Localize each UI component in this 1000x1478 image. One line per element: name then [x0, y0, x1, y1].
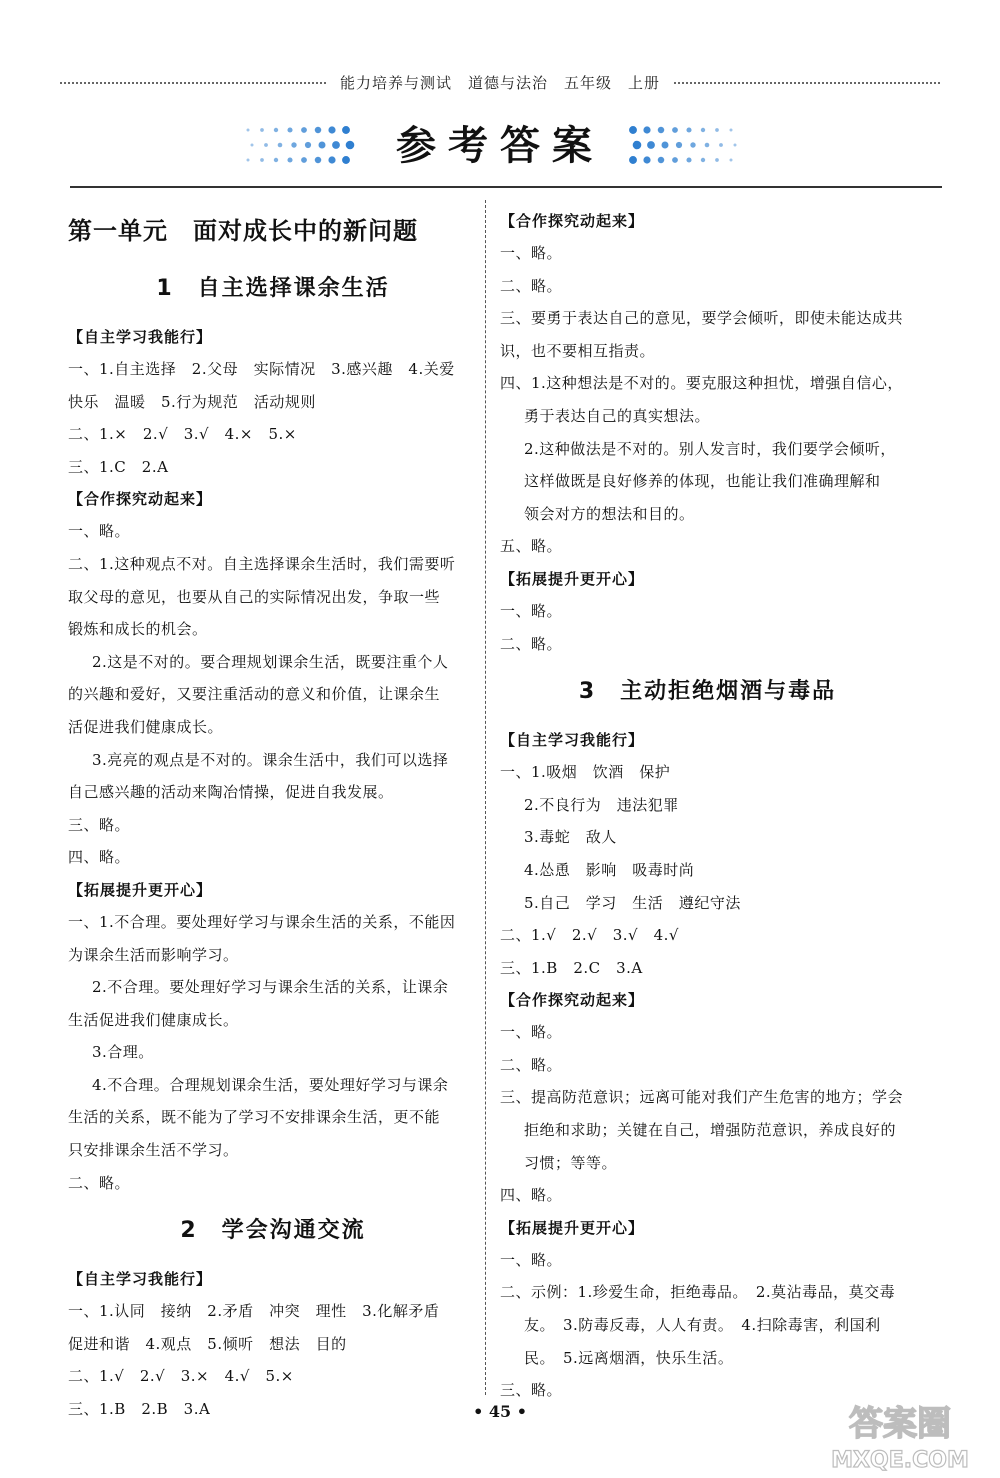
section-heading: 【自主学习我能行】: [68, 328, 213, 346]
header-dotted-rule-left: [60, 82, 326, 84]
answer-line: 友。 3.防毒反毒，人人有责。 4.扫除毒害，利国利: [524, 1316, 881, 1335]
svg-text:MXQE.COM: MXQE.COM: [831, 1448, 969, 1473]
answer-line: 2.不良行为 违法犯罪: [524, 795, 679, 814]
answer-line: 2.这种做法是不对的。别人发言时，我们要学会倾听，: [524, 439, 896, 458]
answer-line: 5.自己 学习 生活 遵纪守法: [524, 893, 741, 912]
answer-line: 一、略。: [500, 244, 563, 262]
answer-line: 四、略。: [68, 848, 131, 867]
answer-line: 二、略。: [500, 1055, 563, 1074]
section-heading: 【合作探究动起来】: [500, 991, 645, 1010]
section-heading: 【拓展提升更开心】: [500, 569, 645, 588]
answer-line: 一、1.不合理。要处理好学习与课余生活的关系，不能因: [68, 912, 456, 931]
title-zone: [240, 118, 760, 174]
watermark-logo-icon: [820, 1395, 980, 1475]
answer-line: 三、略。: [68, 815, 131, 834]
left-column: [68, 205, 478, 1426]
answer-line: 一、略。: [500, 1023, 563, 1042]
answer-line: 领会对方的想法和目的。: [524, 504, 695, 523]
column-divider: [485, 200, 486, 1395]
answer-line: 为课余生活而影响学习。: [68, 945, 239, 964]
page-title: 参考答案: [396, 123, 604, 169]
answer-line: 四、1.这种想法是不对的。要克服这种担忧，增强自信心，: [500, 374, 903, 393]
answer-line: 一、略。: [68, 522, 131, 541]
answer-line: 三、1.B 2.C 3.A: [500, 958, 643, 977]
unit-title: 第一单元 面对成长中的新问题: [68, 217, 418, 245]
right-column: [500, 205, 915, 1407]
svg-text:答案圈: 答案圈: [849, 1404, 951, 1444]
answer-line: 的兴趣和爱好，又要注重活动的意义和价值，让课余生: [68, 685, 441, 704]
page-number: • 45 •: [473, 1402, 527, 1421]
answer-line: 一、1.自主选择 2.父母 实际情况 3.感兴趣 4.关爱: [68, 360, 455, 378]
answer-line: 识，也不要相互指责。: [500, 341, 656, 360]
section-heading: 【拓展提升更开心】: [500, 1218, 645, 1237]
answer-line: 4.不合理。合理规划课余生活，要处理好学习与课余: [92, 1075, 449, 1094]
running-header: [60, 72, 940, 92]
answer-line: 二、略。: [500, 276, 563, 295]
answer-line: 这样做既是良好修养的体现，也能让我们准确理解和: [524, 472, 881, 491]
answer-line: 快乐 温暖 5.行为规范 活动规则: [68, 392, 316, 411]
answer-line: 活促进我们健康成长。: [68, 717, 224, 736]
answer-line: 四、略。: [500, 1186, 563, 1205]
header-dotted-rule-right: [674, 82, 940, 84]
answer-line: 三、1.C 2.A: [68, 457, 169, 476]
title-rule: [70, 186, 942, 188]
section-heading: 【合作探究动起来】: [500, 212, 645, 230]
answer-line: 五、略。: [500, 537, 563, 556]
answer-line: 2.不合理。要处理好学习与课余生活的关系，让课余: [92, 978, 449, 997]
section-heading: 【自主学习我能行】: [500, 731, 645, 750]
answer-line: 二、1.√ 2.√ 3.√ 4.√: [500, 926, 679, 945]
answer-line: 三、略。: [500, 1381, 563, 1400]
answer-line: 拒绝和求助；关键在自己，增强防范意识，养成良好的: [524, 1121, 897, 1140]
answer-line: 民。 5.远离烟酒，快乐生活。: [524, 1348, 734, 1367]
answer-line: 一、1.认同 接纳 2.矛盾 冲突 理性 3.化解矛盾: [68, 1302, 440, 1321]
answer-line: 三、要勇于表达自己的意见，要学会倾听，即使未能达成共: [500, 309, 904, 328]
answer-line: 一、1.吸烟 饮酒 保护: [500, 763, 671, 782]
answer-line: 勇于表达自己的真实想法。: [524, 406, 711, 425]
lesson-title: 3 主动拒绝烟酒与毒品: [578, 679, 837, 705]
answer-line: 3.亮亮的观点是不对的。课余生活中，我们可以选择: [92, 750, 449, 769]
answer-line: 生活促进我们健康成长。: [68, 1010, 239, 1029]
answer-line: 锻炼和成长的机会。: [68, 620, 208, 639]
answer-line: 三、1.B 2.B 3.A: [68, 1400, 211, 1419]
answer-line: 促进和谐 4.观点 5.倾听 想法 目的: [68, 1334, 347, 1353]
running-title: 能力培养与测试 道德与法治 五年级 上册: [340, 73, 661, 92]
answer-line: 习惯；等等。: [524, 1153, 618, 1172]
answer-line: 自己感兴趣的活动来陶冶情操，促进自我发展。: [68, 783, 394, 802]
answer-line: 二、略。: [68, 1173, 131, 1192]
answer-line: 二、1.√ 2.√ 3.× 4.√ 5.×: [68, 1367, 294, 1386]
answer-line: 4.怂恿 影响 吸毒时尚: [524, 860, 695, 879]
answer-line: 一、略。: [500, 601, 563, 620]
dot-pattern-left-icon: [240, 122, 360, 170]
section-heading: 【合作探究动起来】: [68, 490, 213, 509]
answer-line: 只安排课余生活不学习。: [68, 1141, 239, 1160]
answer-line: 取父母的意见，也要从自己的实际情况出发，争取一些: [68, 587, 441, 606]
lesson-title: 2 学会沟通交流: [180, 1218, 366, 1244]
dot-pattern-right-icon: [625, 122, 745, 170]
answer-line: 3.合理。: [92, 1043, 154, 1062]
section-heading: 【拓展提升更开心】: [68, 880, 213, 899]
answer-line: 二、1.这种观点不对。自主选择课余生活时，我们需要听: [68, 554, 456, 573]
answer-line: 三、提高防范意识；远离可能对我们产生危害的地方；学会: [500, 1088, 904, 1107]
answer-line: 3.毒蛇 敌人: [524, 828, 617, 847]
section-heading: 【自主学习我能行】: [68, 1270, 213, 1289]
answer-line: 生活的关系，既不能为了学习不安排课余生活，更不能: [68, 1108, 441, 1127]
lesson-title: 1 自主选择课余生活: [156, 276, 390, 301]
answer-line: 二、略。: [500, 634, 563, 653]
answer-line: 2.这是不对的。要合理规划课余生活，既要注重个人: [92, 652, 449, 671]
answer-line: 一、略。: [500, 1250, 563, 1269]
answer-line: 二、1.× 2.√ 3.√ 4.× 5.×: [68, 425, 297, 444]
answer-line: 二、示例：1.珍爱生命，拒绝毒品。 2.莫沾毒品，莫交毒: [500, 1283, 896, 1302]
